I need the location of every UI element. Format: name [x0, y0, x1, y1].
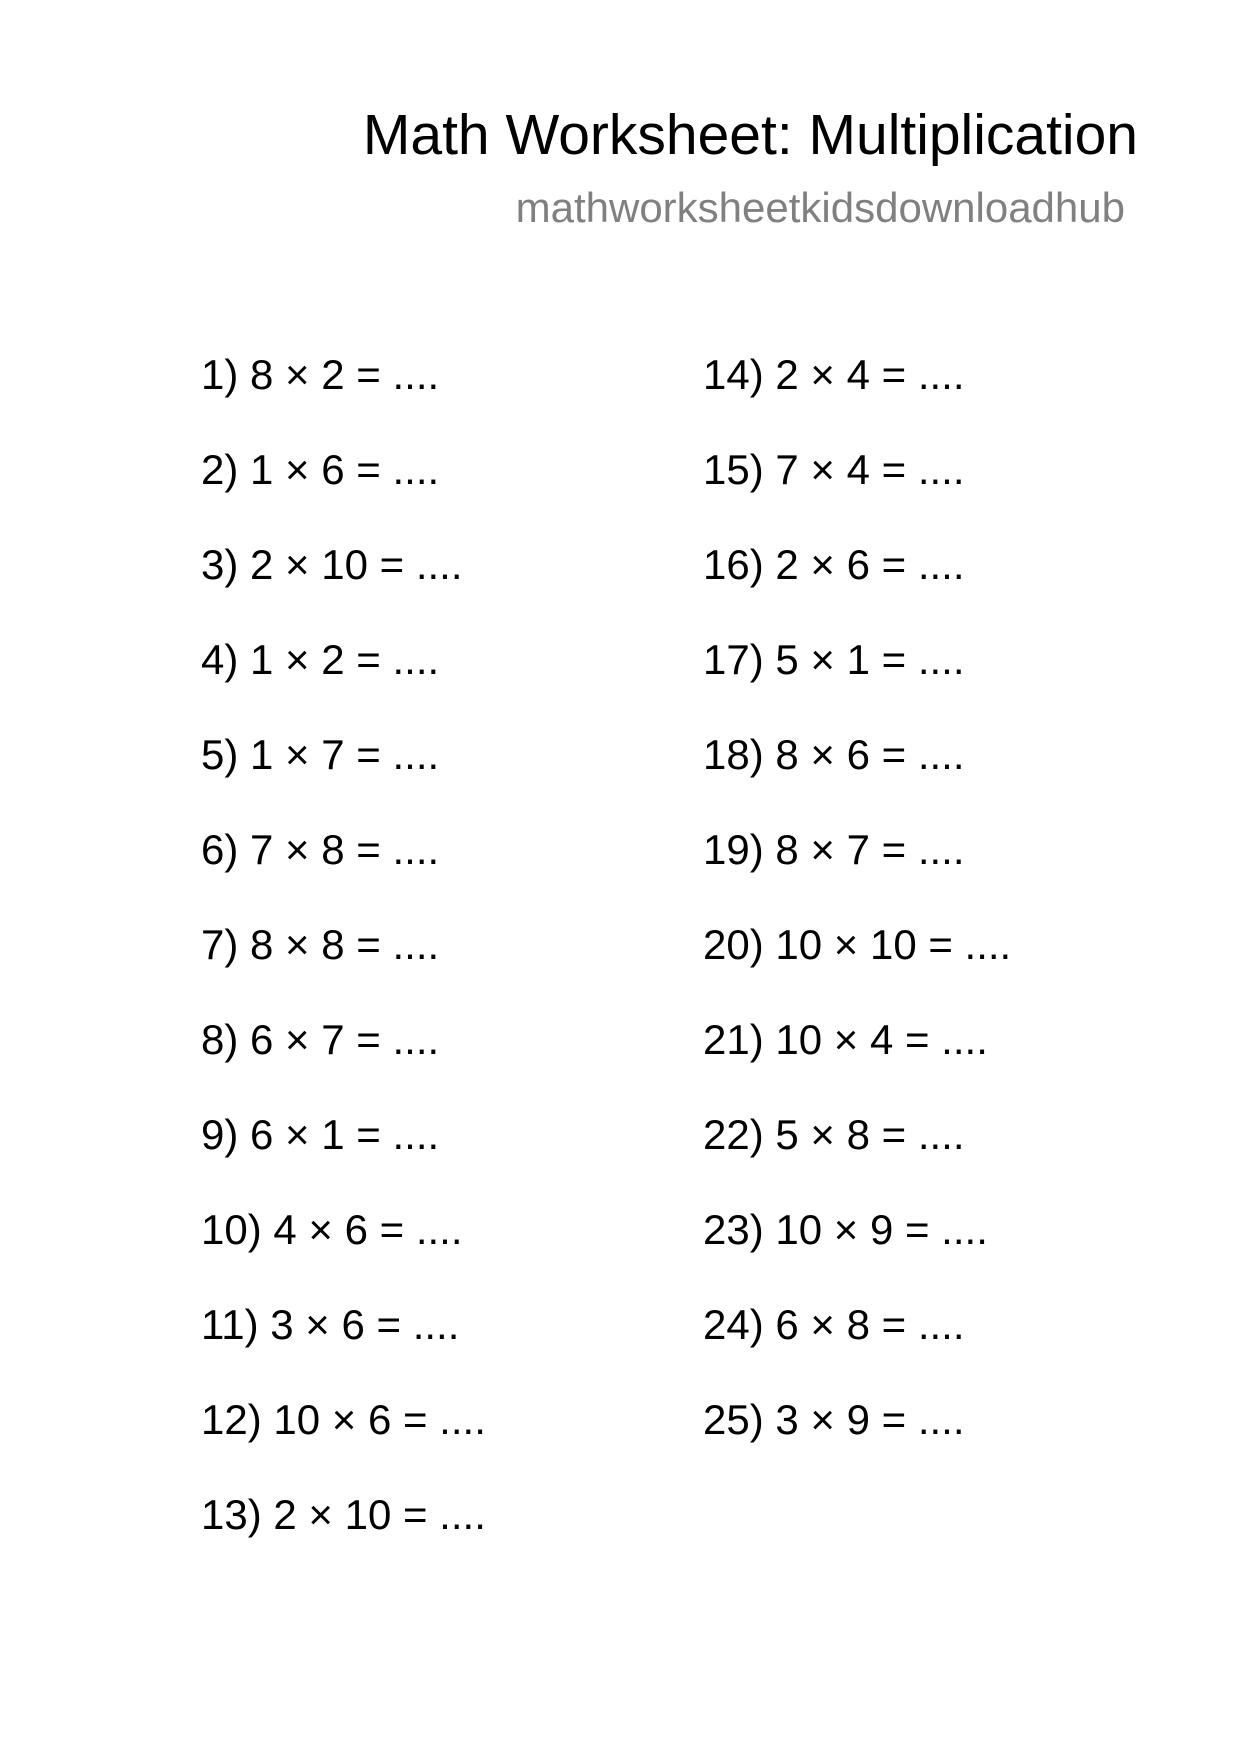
- problem-item: [703, 1390, 1011, 1485]
- problem-number: 5): [201, 731, 239, 778]
- problem-expression: 8 × 7 = ....: [775, 826, 965, 873]
- problem-number: 1): [201, 351, 239, 398]
- problem-item: [703, 915, 1011, 1010]
- problem-item: [201, 1200, 486, 1295]
- problem-item: [201, 630, 486, 725]
- problem-item: [201, 915, 486, 1010]
- problem-number: 8): [201, 1016, 239, 1063]
- problem-number: 11): [201, 1301, 259, 1348]
- problem-number: 21): [703, 1016, 764, 1063]
- problem-number: 18): [703, 731, 764, 778]
- problem-item: [201, 1390, 486, 1485]
- problem-item: [703, 345, 1011, 440]
- problem-expression: 10 × 4 = ....: [775, 1016, 988, 1063]
- problem-item: [201, 1010, 486, 1105]
- problem-expression: 2 × 10 = ....: [273, 1491, 486, 1538]
- problem-expression: 8 × 6 = ....: [775, 731, 965, 778]
- problem-item: [703, 630, 1011, 725]
- problem-number: 3): [201, 541, 239, 588]
- problem-number: 19): [703, 826, 764, 873]
- problem-expression: 1 × 7 = ....: [250, 731, 440, 778]
- page-title: Math Worksheet: Multiplication: [362, 103, 1138, 167]
- problem-expression: 1 × 2 = ....: [250, 636, 440, 683]
- problem-expression: 7 × 4 = ....: [775, 446, 965, 493]
- problem-number: 16): [703, 541, 764, 588]
- problem-expression: 2 × 6 = ....: [775, 541, 965, 588]
- problem-expression: 1 × 6 = ....: [250, 446, 440, 493]
- problem-item: [201, 440, 486, 535]
- problem-expression: 2 × 4 = ....: [775, 351, 965, 398]
- problem-number: 17): [703, 636, 764, 683]
- page-subtitle: mathworksheetkidsdownloadhub: [515, 184, 1125, 231]
- problem-number: 13): [201, 1491, 262, 1538]
- problem-expression: 8 × 2 = ....: [250, 351, 440, 398]
- problem-number: 4): [201, 636, 239, 683]
- problem-column-left: [201, 345, 486, 1580]
- problem-number: 9): [201, 1111, 239, 1158]
- problem-item: [703, 440, 1011, 535]
- problem-item: [703, 1295, 1011, 1390]
- problem-expression: 8 × 8 = ....: [250, 921, 440, 968]
- problem-item: [201, 345, 486, 440]
- problem-number: 6): [201, 826, 239, 873]
- problem-item: [201, 1295, 486, 1390]
- problem-item: [703, 1105, 1011, 1200]
- problem-number: 15): [703, 446, 764, 493]
- problem-column-right: [703, 345, 1011, 1485]
- problem-item: [703, 1200, 1011, 1295]
- problem-expression: 6 × 1 = ....: [250, 1111, 440, 1158]
- problem-number: 20): [703, 921, 764, 968]
- problem-expression: 5 × 8 = ....: [775, 1111, 965, 1158]
- problem-item: [201, 820, 486, 915]
- problem-expression: 3 × 6 = ....: [270, 1301, 460, 1348]
- problem-number: 12): [201, 1396, 262, 1443]
- problem-number: 2): [201, 446, 239, 493]
- problem-expression: 10 × 6 = ....: [273, 1396, 486, 1443]
- problem-expression: 7 × 8 = ....: [250, 826, 440, 873]
- problem-item: [201, 1485, 486, 1580]
- problem-expression: 6 × 8 = ....: [775, 1301, 965, 1348]
- problem-expression: 3 × 9 = ....: [775, 1396, 965, 1443]
- problem-number: 24): [703, 1301, 764, 1348]
- problem-item: [703, 725, 1011, 820]
- problem-item: [703, 820, 1011, 915]
- problem-expression: 5 × 1 = ....: [775, 636, 965, 683]
- problem-expression: 4 × 6 = ....: [273, 1206, 463, 1253]
- problem-item: [201, 725, 486, 820]
- problem-item: [201, 535, 486, 630]
- problem-number: 10): [201, 1206, 262, 1253]
- problem-expression: 10 × 10 = ....: [775, 921, 1012, 968]
- problem-expression: 2 × 10 = ....: [250, 541, 463, 588]
- problem-number: 14): [703, 351, 764, 398]
- problem-item: [703, 535, 1011, 630]
- problem-item: [703, 1010, 1011, 1105]
- problem-expression: 6 × 7 = ....: [250, 1016, 440, 1063]
- problem-number: 7): [201, 921, 239, 968]
- problem-number: 22): [703, 1111, 764, 1158]
- problem-number: 25): [703, 1396, 764, 1443]
- problem-item: [201, 1105, 486, 1200]
- problem-number: 23): [703, 1206, 764, 1253]
- problem-expression: 10 × 9 = ....: [775, 1206, 988, 1253]
